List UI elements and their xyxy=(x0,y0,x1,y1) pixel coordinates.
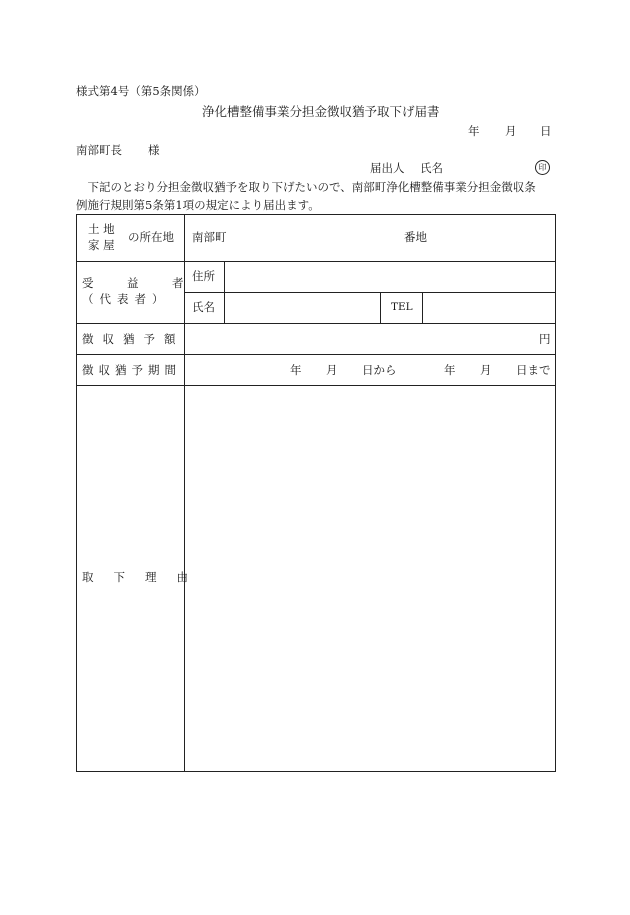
label-land: 土 地 xyxy=(88,222,115,236)
label-reason: 取下理由 xyxy=(82,570,208,584)
period-to-month: 月 xyxy=(480,363,492,377)
period-to-day: 日まで xyxy=(516,363,551,377)
location-lot: 番地 xyxy=(404,230,427,244)
label-tel: TEL xyxy=(391,301,413,313)
date-day: 日 xyxy=(540,124,552,138)
addressee-honorific: 様 xyxy=(148,143,160,157)
label-location-suffix: の所在地 xyxy=(128,230,174,244)
seal-mark: 印 xyxy=(535,160,550,175)
reason-field[interactable] xyxy=(186,387,554,770)
label-name: 氏名 xyxy=(192,300,215,314)
period-from-month: 月 xyxy=(326,363,338,377)
applicant-name-label: 氏名 xyxy=(420,161,443,175)
label-deferral-amount: 徴収猶予額 xyxy=(82,332,185,346)
period-from-year: 年 xyxy=(290,363,302,377)
date-month: 月 xyxy=(505,124,517,138)
period-from-day: 日から xyxy=(362,363,397,377)
form-number: 様式第4号（第5条関係） xyxy=(76,84,206,98)
body-text-line2: 例施行規則第5条第1項の規定により届出ます。 xyxy=(76,198,320,212)
form-table xyxy=(76,214,556,772)
label-house: 家 屋 xyxy=(88,238,115,252)
body-text-line1: 下記のとおり分担金徴収猶予を取り下げたいので、南部町浄化槽整備事業分担金徴収条 xyxy=(76,180,536,194)
addressee-name: 南部町長 xyxy=(76,143,122,157)
label-deferral-period: 徴収猶予期間 xyxy=(82,363,181,377)
period-to-year: 年 xyxy=(444,363,456,377)
location-town: 南部町 xyxy=(192,230,227,244)
label-address: 住所 xyxy=(192,269,215,283)
label-beneficiary: 受 益 者 xyxy=(82,276,195,290)
deferral-amount-unit: 円 xyxy=(539,332,551,346)
form-title: 浄化槽整備事業分担金徴収猶予取下げ届書 xyxy=(202,104,440,119)
label-representative: （代表者） xyxy=(82,292,170,306)
applicant-label: 届出人 xyxy=(370,161,405,175)
date-year: 年 xyxy=(468,124,480,138)
